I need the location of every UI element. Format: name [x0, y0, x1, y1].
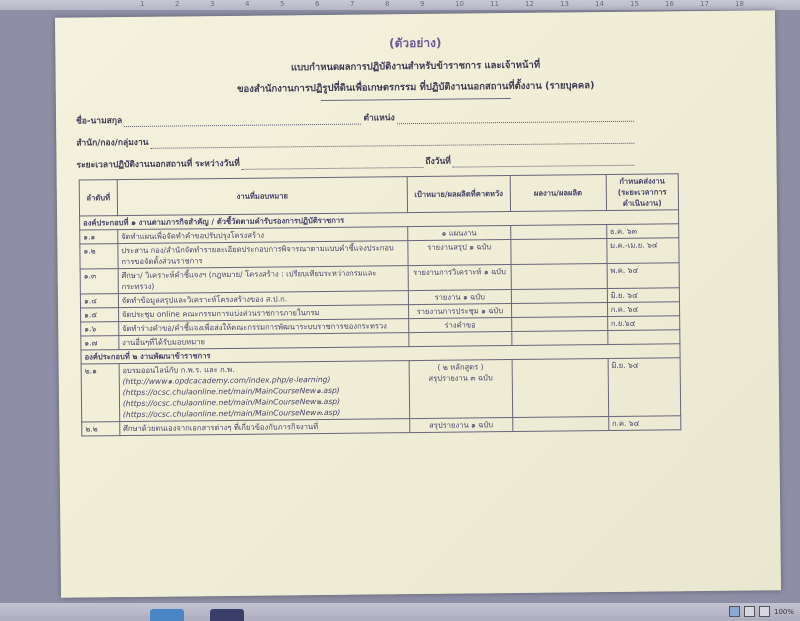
period-label: ระยะเวลาปฏิบัติงานนอกสถานที่ ระหว่างวันที่	[76, 158, 240, 171]
taskbar	[0, 603, 800, 621]
form-title: แบบกำหนดผลการปฏิบัติงานสำหรับข้าราชการ และเจ้าหน้าที่	[290, 59, 541, 74]
row-goal	[409, 332, 512, 347]
row-goal: รายงานการประชุม ๑ ฉบับ	[409, 304, 512, 319]
name-input-line[interactable]	[124, 115, 361, 127]
header-task: งานที่มอบหมาย	[117, 177, 408, 216]
info-fields	[76, 106, 757, 171]
document-page[interactable]	[55, 10, 781, 598]
task-line: อบรมออนไลน์กับ ก.พ.ร. และ ก.พ.	[122, 364, 235, 376]
row-task: ศึกษา/ วิเคราะห์คำชี้แจงฯ (กฎหมาย/ โครงสร้าง : เปรียบเทียบระหว่างกรมและกระทรวง)	[118, 266, 409, 294]
header-due: กำหนดส่งงาน (ระยะเวลาการดำเนินงาน)	[606, 174, 679, 211]
row-result	[511, 303, 607, 318]
row-task: ศึกษาด้วยตนเองจากเอกสารต่างๆ ที่เกี่ยวข้องกับภารกิจงานที่	[119, 419, 409, 436]
title-underline	[321, 98, 511, 101]
start-date-line[interactable]	[242, 158, 424, 170]
header-result: ผลงาน/ผลผลิต	[510, 175, 606, 212]
row-task	[119, 361, 410, 422]
end-date-line[interactable]	[453, 156, 635, 168]
ruler-tick: 7	[350, 0, 355, 8]
row-no: ๑.๖	[81, 322, 119, 336]
ruler-tick: 10	[455, 0, 464, 8]
row-no: ๑.๒	[80, 244, 118, 269]
training-link[interactable]: (https://ocsc.chulaonline.net/main/MainCourseNew๑.asp)	[122, 385, 340, 398]
table-row	[81, 358, 681, 422]
section2-title: องค์ประกอบที่ ๒ งานพัฒนาข้าราชการ	[81, 344, 680, 364]
row-no: ๑.๔	[80, 294, 118, 308]
row-due: ก.ย.๖๔	[607, 316, 679, 331]
name-label: ชื่อ-นามสกุล	[76, 116, 123, 127]
row-result	[511, 331, 607, 346]
zoom-level[interactable]: 100%	[773, 607, 794, 616]
assignment-table	[79, 173, 682, 436]
row-no: ๑.๗	[81, 336, 119, 350]
ruler-tick: 14	[595, 0, 604, 8]
training-link[interactable]: (https://ocsc.chulaonline.net/main/MainCourseNew๒.asp)	[122, 396, 341, 409]
row-task: จัดทำแผนเพื่อจัดทำคำขอปรับปรุงโครงสร้าง	[117, 227, 407, 244]
row-no: ๑.๓	[80, 269, 118, 294]
row-due: ธ.ค. ๖๓	[606, 224, 678, 239]
division-label: สำนัก/กอง/กลุ่มงาน	[76, 137, 149, 149]
row-due: พ.ค. ๖๔	[607, 263, 680, 289]
row-goal	[409, 360, 512, 419]
row-task: จัดทำร่างคำขอ/คำชี้แจงเพื่อส่งให้คณะกรรมการพัฒนาระบบราชการของกระทรวง	[118, 319, 408, 336]
row-task: จัดประชุม online คณะกรรมการแบ่งส่วนราชการภายในกรม	[118, 305, 408, 322]
row-result	[512, 359, 609, 418]
web-layout-view-icon[interactable]	[759, 606, 770, 617]
end-label: ถึงวันที่	[425, 156, 451, 167]
row-result	[512, 417, 608, 432]
row-due: มิ.ย. ๖๔	[607, 288, 679, 303]
ruler-tick: 13	[560, 0, 569, 8]
row-result	[511, 264, 607, 290]
ruler-tick: 15	[630, 0, 639, 8]
row-no: ๒.๒	[82, 422, 120, 436]
row-due: มิ.ย. ๖๔	[608, 358, 681, 417]
row-due: ก.ค. ๖๔	[607, 302, 679, 317]
row-due	[607, 330, 679, 345]
table-header-row	[79, 174, 678, 216]
row-goal: ร่างคำขอ	[409, 318, 512, 333]
row-goal: รายงาน ๑ ฉบับ	[408, 290, 511, 305]
row-no: ๑.๑	[80, 230, 118, 244]
goal-line: ( ๒ หลักสูตร )	[437, 362, 484, 372]
sample-label: (ตัวอย่าง)	[389, 35, 442, 51]
division-input-line[interactable]	[150, 134, 634, 149]
position-label: ตำแหน่ง	[363, 113, 395, 124]
ruler-tick: 1	[140, 0, 145, 8]
ruler-tick: 5	[280, 0, 285, 8]
goal-line: สรุปรายงาน ๓ ฉบับ	[428, 373, 493, 383]
row-result	[511, 289, 607, 304]
form-subtitle: ของสำนักงานการปฏิรูปที่ดินเพื่อเกษตรกรรม ที่ปฏิบัติงานนอกสถานที่ตั้งงาน (รายบุคคล)	[236, 80, 595, 95]
print-layout-view-icon[interactable]	[729, 606, 740, 617]
row-no: ๑.๕	[81, 308, 119, 322]
row-result	[510, 239, 606, 265]
header-goal: เป้าหมาย/ผลผลิตที่คาดหวัง	[407, 176, 510, 213]
view-controls	[729, 606, 794, 617]
position-input-line[interactable]	[397, 112, 634, 124]
ruler-tick: 18	[735, 0, 744, 8]
row-goal: สรุปรายงาน ๑ ฉบับ	[410, 418, 513, 433]
ruler-tick: 4	[245, 0, 250, 8]
ruler-tick: 17	[700, 0, 709, 8]
row-due: ก.ค. ๖๔	[608, 416, 680, 431]
row-goal: รายงานการวิเคราะห์ ๑ ฉบับ	[408, 265, 511, 291]
training-link[interactable]: (https://ocsc.chulaonline.net/main/MainCourseNew๓.asp)	[122, 407, 341, 420]
ruler-tick: 3	[210, 0, 215, 8]
row-result	[511, 317, 607, 332]
row-goal: ๑ แผนงาน	[408, 226, 511, 241]
row-task: จัดทำข้อมูลสรุปและวิเคราะห์โครงสร้างของ ส.ป.ก.	[118, 291, 408, 308]
row-due: ม.ค.-เม.ย. ๖๔	[606, 238, 679, 264]
header-no: ลำดับที่	[79, 180, 117, 216]
horizontal-ruler	[0, 0, 800, 10]
training-link[interactable]: (http://www๑.opdcacademy.com/index.php/e-learning)	[122, 374, 331, 387]
ruler-tick: 2	[175, 0, 180, 8]
taskbar-app-button[interactable]	[150, 609, 184, 621]
section1-title: องค์ประกอบที่ ๑ งานตามภารกิจสำคัญ / ตัวชี้วัดตามคำรับรองการปฏิบัติราชการ	[80, 210, 679, 230]
row-no: ๒.๑	[81, 364, 119, 422]
ruler-tick: 6	[315, 0, 320, 8]
row-goal: รายงานสรุป ๑ ฉบับ	[408, 240, 511, 266]
ruler-tick: 11	[490, 0, 499, 8]
row-task: งานอื่นๆที่ได้รับมอบหมาย	[119, 333, 409, 350]
ruler-tick: 9	[420, 0, 425, 8]
read-mode-view-icon[interactable]	[744, 606, 755, 617]
ruler-tick: 16	[665, 0, 674, 8]
ruler-tick: 8	[385, 0, 390, 8]
taskbar-app-button[interactable]	[210, 609, 244, 621]
row-result	[510, 225, 606, 240]
ruler-tick: 12	[525, 0, 534, 8]
row-task: ประสาน กอง/สำนักจัดทำรายละเอียดประกอบการพิจารณาตามแบบคำชี้แจงประกอบการขอจัดตั้งส่วนราชการ	[118, 241, 409, 269]
